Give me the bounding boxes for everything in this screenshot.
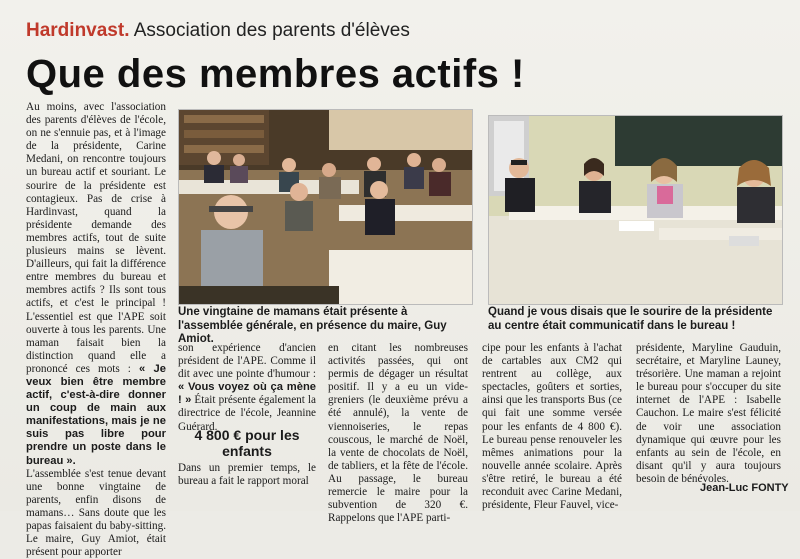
col2-paragraph-3: Dans un premier temps, le bureau a fait le rapport moral — [178, 462, 316, 488]
kicker-title: Association des parents d'élèves — [133, 20, 410, 41]
kicker — [26, 20, 410, 42]
article-column-5 — [636, 342, 781, 485]
article-column-3 — [328, 342, 468, 525]
col4-text: cipe pour les enfants à l'achat de cartables aux CM2 qui rentrent au collège, aux spectacles, goûters et sorties, ainsi que les transports Bus (ce qui fait une somme versée pour les enfants de 4 800 €). Le bureau pense renouveler les mêmes animations pour la nouvelle année scolaire. Après s'être retiré, le bureau a été reconduit avec Carine Medani, présidente, Fleur Fauvel, vice- — [482, 342, 622, 512]
photo-assembly — [178, 109, 473, 305]
headline: Que des membres actifs ! — [26, 52, 525, 96]
caption-photo-bureau: Quand je vous disais que le sourire de la présidente au centre était communicatif dans le bureau ! — [488, 306, 773, 332]
col1-paragraph-1: Au moins, avec l'association des parents d'élèves de l'école, on ne s'ennuie pas, et à l'image de la présidente, Carine Medani, on rencontre toujours un bureau actif et souriant. Le sourire de la présidente est contagieux. Pas de crise à Hardinvast, quand la présidente demande des membres actifs, tout de suite plusieurs mains se lèvent. D'ailleurs, qui fait la différence entre membres du bureau et membres actifs ? Ils sont tous actifs, et c'est le principal ! L'essentiel est que l'APE soit ouverte à tous les parents. Une maman faisait bien la distinction quand elle a prononcé ces mots : — [26, 101, 166, 375]
col2-paragraph-2: Était présente également la directrice de l'école, Jeannine Guérard. — [178, 394, 316, 433]
col2-paragraph-1: son expérience d'ancien président de l'APE. Comme il dit avec une pointe d'humour : — [178, 342, 316, 381]
col3-text: en citant les nombreuses activités passées, qui ont permis de dégager un résultat positif. Il y a eu un vide-greniers (le deuxième prévu a été annulé), la vente de viennoiseries, le repas couscous, le marché de Noël, la vente de chocolats de Noël, de tabliers, et la fête de l'école. Au passage, le bureau remercie le maire pour la subvention de 320 €. Rappelons que l'APE parti- — [328, 342, 468, 525]
article-column-2 — [178, 342, 316, 433]
pull-quote: 4 800 € pour les enfants — [194, 427, 300, 459]
col1-quote: « Je veux bien être membre actif, c'est-à-dire donner un coup de main aux manifestations, mais je ne suis pas libre pour prendre un poste dans le bureau ». — [26, 362, 166, 467]
kicker-location: Hardinvast. — [26, 20, 130, 41]
article-column-4 — [482, 342, 622, 512]
article-column-1 — [26, 101, 166, 559]
photo-bureau — [488, 115, 783, 305]
article-column-2-end — [178, 462, 316, 494]
byline: Jean-Luc FONTY — [700, 482, 789, 494]
col2-quote: « Vous voyez où ça mène ! » — [178, 381, 316, 407]
caption-photo-assembly: Une vingtaine de mamans était présente à l'assemblée générale, en présence du maire, Guy Amiot. — [178, 306, 447, 345]
col1-paragraph-2: L'assemblée s'est tenue devant une bonne vingtaine de parents, enfin disons de mamans… Sans doute que les papas faisaient du baby-sitting. Le maire, Guy Amiot, était présent pour apporter — [26, 467, 166, 559]
col5-text: présidente, Maryline Gauduin, secrétaire, et Maryline Launey, trésorière. Une maman a rejoint le bureau pour s'occuper du site internet de l'APE : Isabelle Cauchon. Le maire s'est félicité de voir une association dynamique qui œuvre pour les enfants au sein de l'école, en disant qu'il y aura toujours besoin de bénévoles. — [636, 342, 781, 485]
